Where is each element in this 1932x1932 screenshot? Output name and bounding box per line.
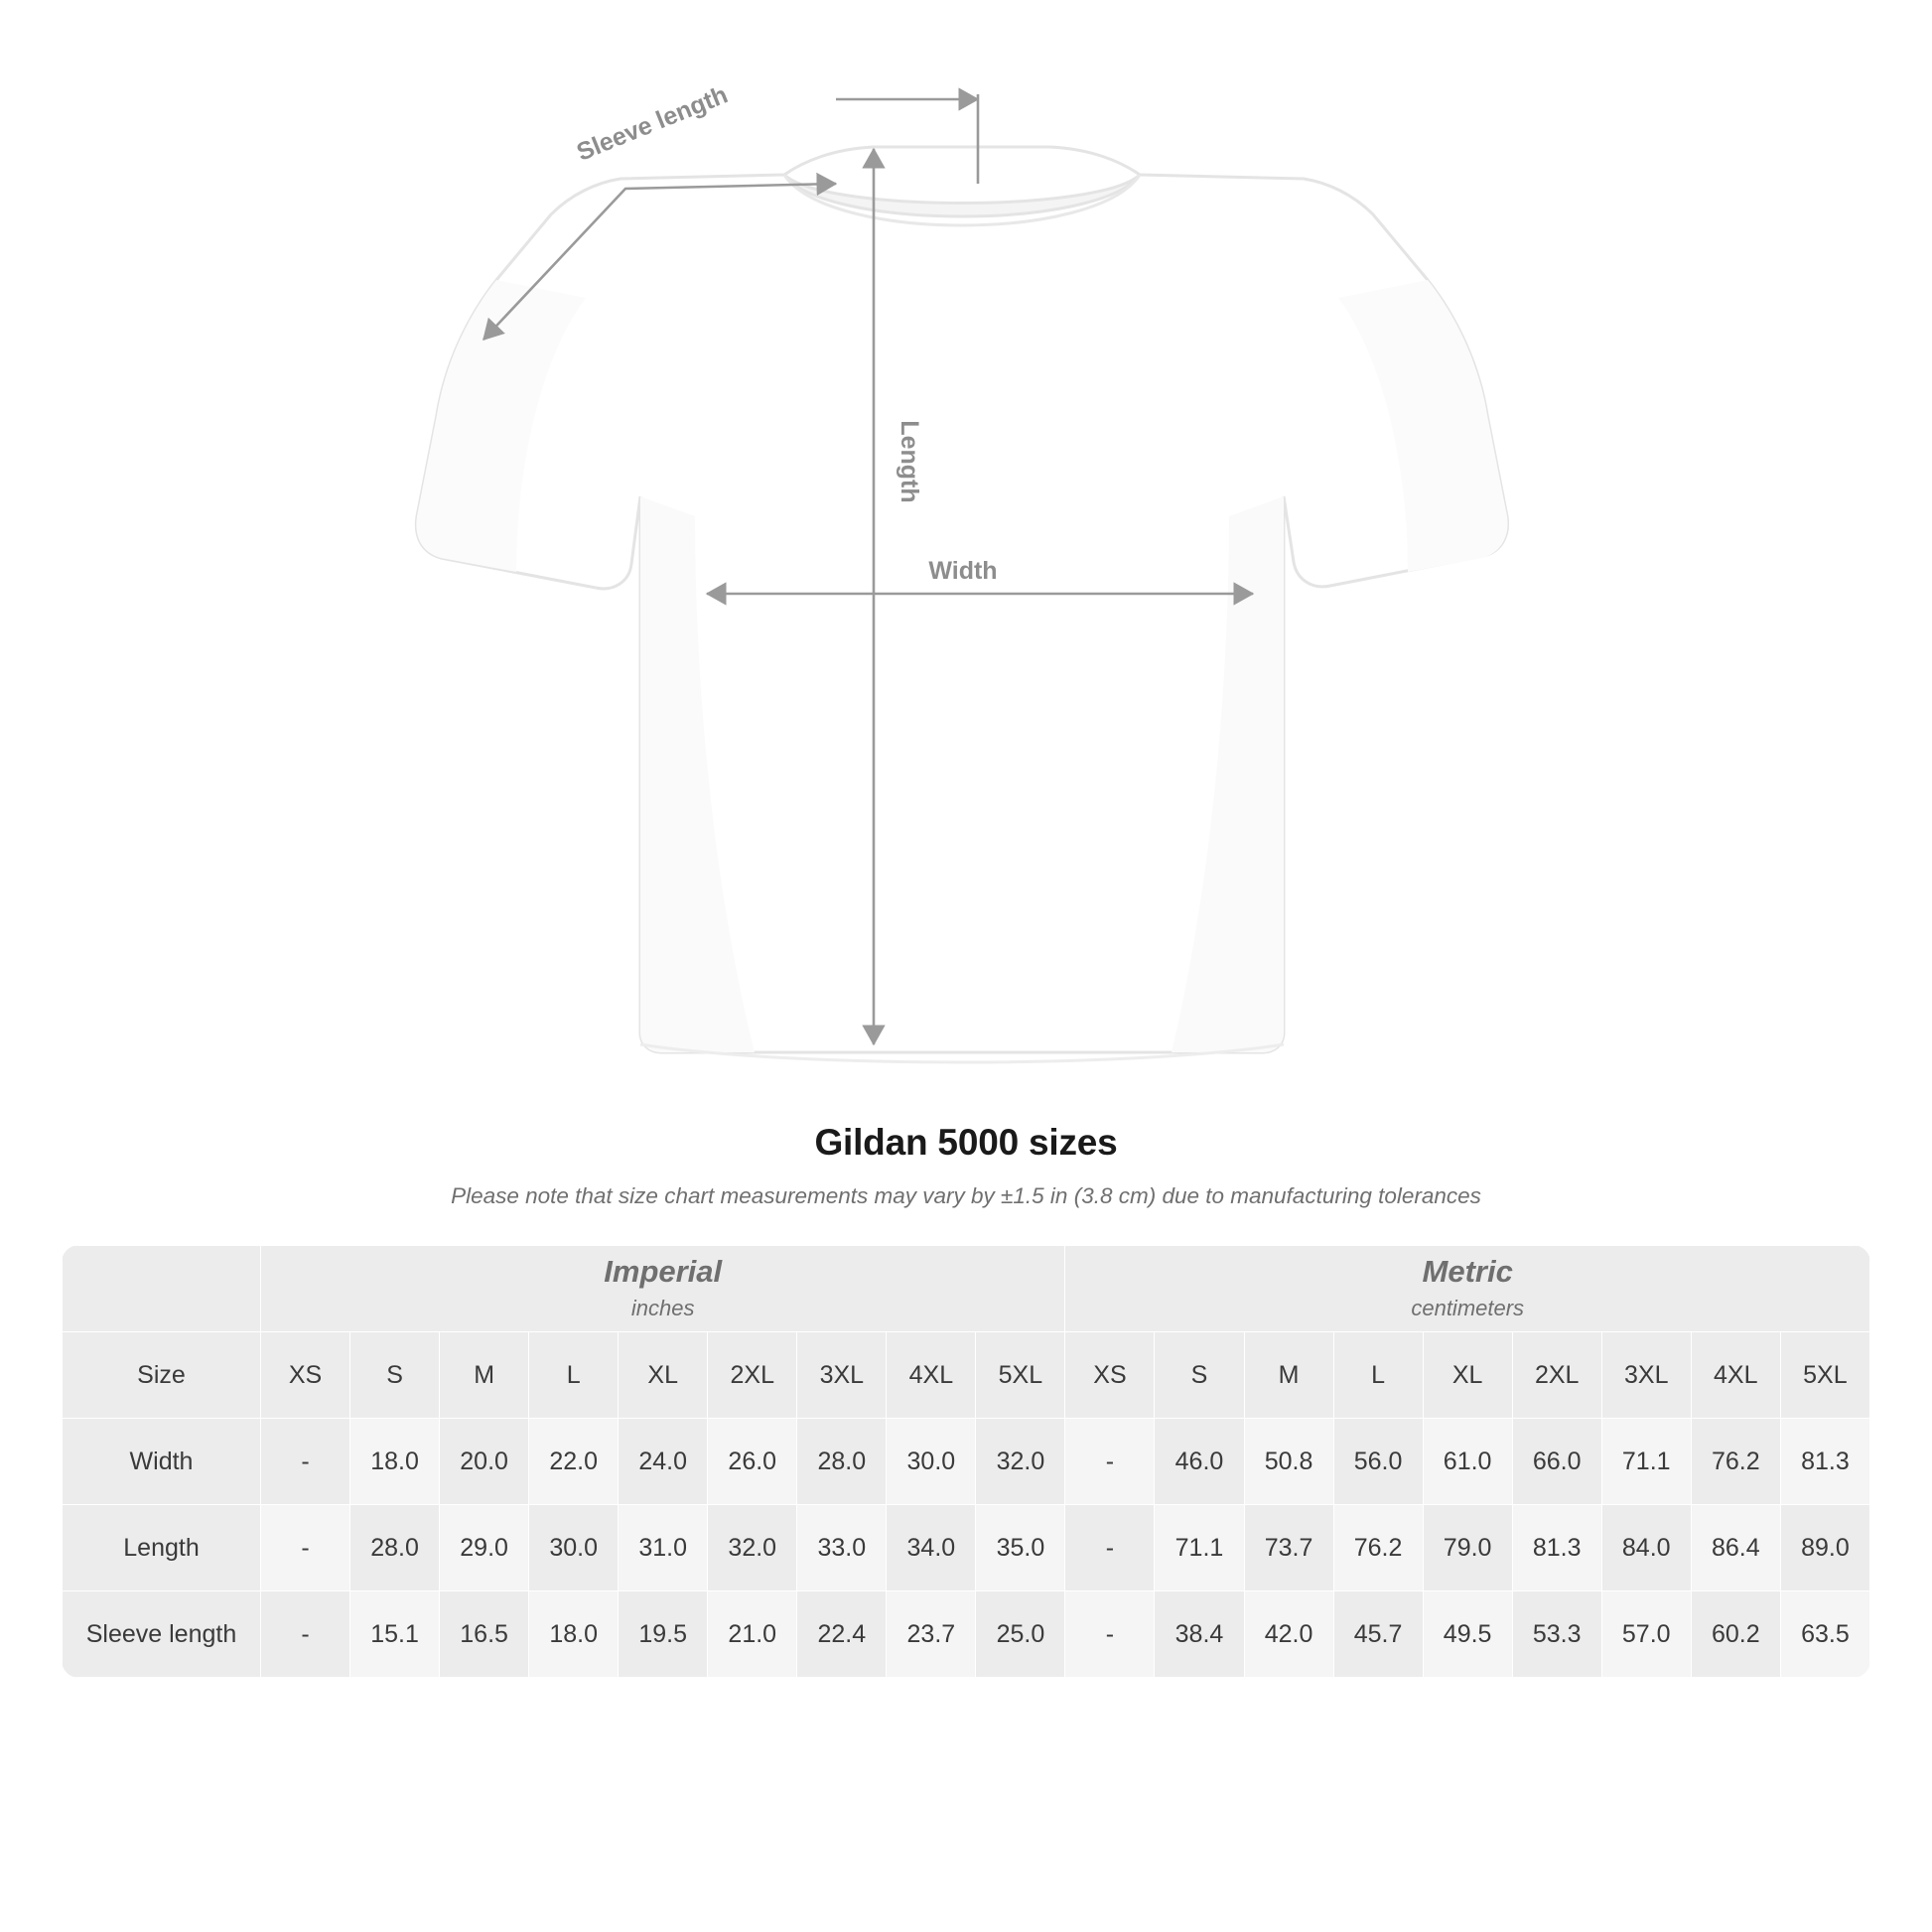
cell-length-imperial-5xl: 35.0 [976,1505,1065,1591]
chart-heading [0,1122,1932,1209]
size-col-imperial-l: L [529,1332,619,1419]
metric-group-header [1065,1246,1870,1332]
size-col-metric-m: M [1244,1332,1333,1419]
size-col-imperial-m: M [440,1332,529,1419]
cell-width-imperial-2xl: 26.0 [708,1419,797,1505]
imperial-label: Imperial [604,1254,723,1290]
size-col-imperial-4xl: 4XL [887,1332,976,1419]
cell-width-imperial-3xl: 28.0 [797,1419,887,1505]
cell-width-imperial-m: 20.0 [440,1419,529,1505]
cell-sleeve-imperial-s: 15.1 [350,1591,440,1678]
cell-length-imperial-m: 29.0 [440,1505,529,1591]
page-title: Gildan 5000 sizes [814,1122,1118,1163]
cell-sleeve-imperial-m: 16.5 [440,1591,529,1678]
cell-width-imperial-xs: - [261,1419,350,1505]
table-row [63,1505,1870,1591]
table-row [63,1419,1870,1505]
length-label: Length [896,420,923,503]
imperial-unit: inches [630,1295,695,1320]
cell-sleeve-imperial-2xl: 21.0 [708,1591,797,1678]
cell-sleeve-imperial-l: 18.0 [529,1591,619,1678]
tshirt-shape [416,147,1507,1062]
cell-sleeve-metric-xl: 49.5 [1423,1591,1512,1678]
size-table [62,1245,1870,1678]
size-col-imperial-2xl: 2XL [708,1332,797,1419]
cell-sleeve-imperial-5xl: 25.0 [976,1591,1065,1678]
size-col-metric-l: L [1333,1332,1423,1419]
cell-width-imperial-4xl: 30.0 [887,1419,976,1505]
cell-length-imperial-xs: - [261,1505,350,1591]
size-col-imperial-s: S [350,1332,440,1419]
unit-header-spacer [63,1246,261,1332]
cell-length-imperial-l: 30.0 [529,1505,619,1591]
cell-width-metric-xs: - [1065,1419,1155,1505]
cell-sleeve-metric-3xl: 57.0 [1601,1591,1691,1678]
cell-width-metric-s: 46.0 [1155,1419,1244,1505]
imperial-group-header [261,1246,1065,1332]
cell-sleeve-imperial-3xl: 22.4 [797,1591,887,1678]
cell-width-metric-2xl: 66.0 [1512,1419,1601,1505]
row-label-sleeve-length: Sleeve length [63,1591,261,1678]
tolerance-note: Please note that size chart measurements may vary by ±1.5 in (3.8 cm) due to manufacturing tolerances [451,1183,1481,1208]
cell-length-metric-3xl: 84.0 [1601,1505,1691,1591]
cell-width-imperial-xl: 24.0 [619,1419,708,1505]
table-row [63,1591,1870,1678]
size-col-metric-3xl: 3XL [1601,1332,1691,1419]
metric-unit: centimeters [1411,1295,1525,1320]
cell-length-metric-m: 73.7 [1244,1505,1333,1591]
cell-sleeve-metric-5xl: 63.5 [1780,1591,1869,1678]
cell-sleeve-metric-4xl: 60.2 [1691,1591,1780,1678]
size-header-row [63,1332,1870,1419]
cell-sleeve-metric-xs: - [1065,1591,1155,1678]
cell-length-metric-l: 76.2 [1333,1505,1423,1591]
cell-length-metric-s: 71.1 [1155,1505,1244,1591]
size-col-metric-s: S [1155,1332,1244,1419]
size-col-imperial-5xl: 5XL [976,1332,1065,1419]
cell-width-metric-4xl: 76.2 [1691,1419,1780,1505]
size-col-imperial-xs: XS [261,1332,350,1419]
cell-length-metric-xs: - [1065,1505,1155,1591]
cell-width-metric-m: 50.8 [1244,1419,1333,1505]
size-col-metric-2xl: 2XL [1512,1332,1601,1419]
cell-length-imperial-3xl: 33.0 [797,1505,887,1591]
cell-length-imperial-xl: 31.0 [619,1505,708,1591]
cell-length-imperial-2xl: 32.0 [708,1505,797,1591]
cell-sleeve-imperial-xs: - [261,1591,350,1678]
cell-width-imperial-l: 22.0 [529,1419,619,1505]
cell-length-metric-xl: 79.0 [1423,1505,1512,1591]
cell-sleeve-metric-l: 45.7 [1333,1591,1423,1678]
cell-sleeve-imperial-4xl: 23.7 [887,1591,976,1678]
cell-sleeve-imperial-xl: 19.5 [619,1591,708,1678]
cell-width-metric-xl: 61.0 [1423,1419,1512,1505]
metric-label: Metric [1422,1254,1513,1290]
cell-sleeve-metric-2xl: 53.3 [1512,1591,1601,1678]
cell-width-metric-l: 56.0 [1333,1419,1423,1505]
cell-length-metric-5xl: 89.0 [1780,1505,1869,1591]
cell-sleeve-metric-s: 38.4 [1155,1591,1244,1678]
size-table-wrapper [62,1245,1870,1678]
size-header-label: Size [63,1332,261,1419]
size-col-metric-4xl: 4XL [1691,1332,1780,1419]
cell-sleeve-metric-m: 42.0 [1244,1591,1333,1678]
cell-length-metric-2xl: 81.3 [1512,1505,1601,1591]
cell-length-metric-4xl: 86.4 [1691,1505,1780,1591]
size-col-metric-xl: XL [1423,1332,1512,1419]
cell-length-imperial-4xl: 34.0 [887,1505,976,1591]
row-label-length: Length [63,1505,261,1591]
size-col-metric-5xl: 5XL [1780,1332,1869,1419]
row-label-width: Width [63,1419,261,1505]
size-col-imperial-xl: XL [619,1332,708,1419]
cell-width-imperial-5xl: 32.0 [976,1419,1065,1505]
unit-header-row [63,1246,1870,1332]
cell-length-imperial-s: 28.0 [350,1505,440,1591]
size-col-imperial-3xl: 3XL [797,1332,887,1419]
sleeve-length-label: Sleeve length [573,80,732,167]
cell-width-imperial-s: 18.0 [350,1419,440,1505]
width-label: Width [928,557,998,585]
cell-width-metric-3xl: 71.1 [1601,1419,1691,1505]
cell-width-metric-5xl: 81.3 [1780,1419,1869,1505]
size-col-metric-xs: XS [1065,1332,1155,1419]
